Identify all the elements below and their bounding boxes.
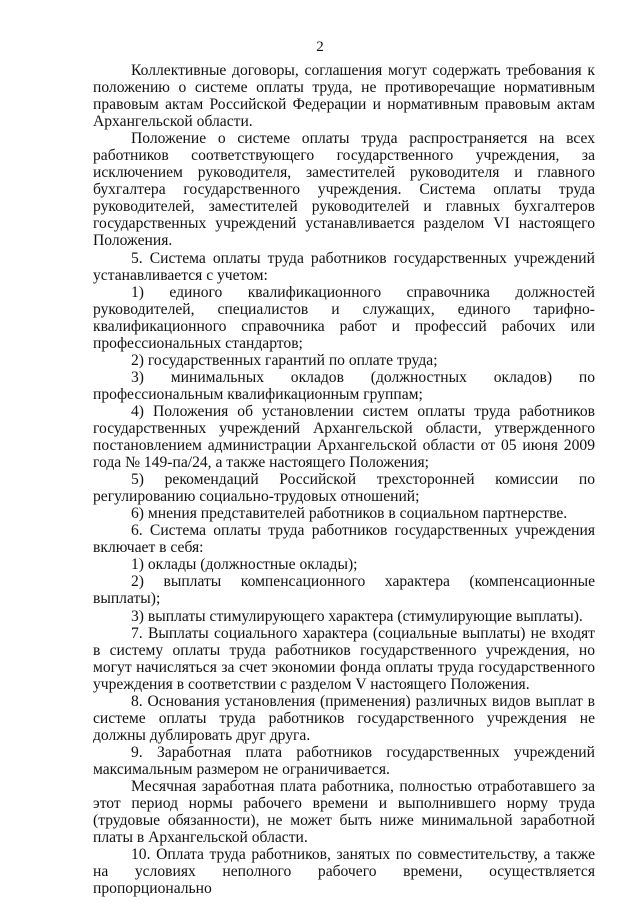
list-item: 3) выплаты стимулирующего характера (стимулирующие выплаты).	[131, 607, 583, 625]
list-item: 3) минимальных окладов (должностных окладов) по профессиональным квалификационным группам;	[93, 368, 595, 403]
list-item: 5) рекомендаций Российской трехсторонней комиссии по регулированию социально-трудовых отношений;	[93, 471, 595, 506]
paragraph: Положение о системе оплаты труда распространяется на всех работников соответствующего государственного учреждения, за исключением руководителя, заместителей руководителя и главного бухгалтера государственного учреждения. Система оплаты труда руководителей, заместителей руководителей и главных бухгалтеров государственных учреждений устанавливается разделом VI настоящего Положения.	[93, 130, 595, 250]
paragraph: 6. Система оплаты труда работников государственных учреждения включает в себя:	[93, 522, 595, 557]
list-item: 1) оклады (должностные оклады);	[131, 556, 358, 574]
list-item: 6) мнения представителей работников в социальном партнерстве.	[131, 505, 568, 523]
paragraph: Месячная заработная плата работника, полностью отработавшего за этот период нормы рабочего времени и выполнившего норму труда (трудовые обязанности), не может быть ниже минимальной заработной платы в Архангельской области.	[93, 777, 595, 847]
paragraph: 5. Система оплаты труда работников государственных учреждений устанавливается с учетом:	[93, 249, 595, 284]
page-number: 2	[316, 39, 324, 55]
paragraph: 7. Выплаты социального характера (социальные выплаты) не входят в систему оплаты труда работников государственного учреждения, но могут начисляться за счет экономии фонда оплаты труда государственного учреждения в соответствии с разделом V настоящего Положения.	[93, 624, 595, 693]
document-body	[93, 62, 595, 897]
paragraph: 9. Заработная плата работников государственных учреждений максимальным размером не ограничивается.	[93, 743, 595, 778]
list-item: 4) Положения об установлении систем оплаты труда работников государственных учреждений Архангельской области, утвержденного постановлением администрации Архангельской области от 05 июня 2009 года № 149-па/24, а также настоящего Положения;	[93, 402, 595, 472]
list-item: 2) государственных гарантий по оплате труда;	[131, 351, 438, 369]
list-item: 2) выплаты компенсационного характера (компенсационные выплаты);	[93, 573, 595, 608]
paragraph: 8. Основания установления (применения) различных видов выплат в системе оплаты труда работников государственного учреждения не должны дублировать друг друга.	[93, 692, 595, 744]
paragraph: Коллективные договоры, соглашения могут содержать требования к положению о системе оплаты труда, не противоречащие нормативным правовым актам Российской Федерации и нормативным правовым актам Архангельской области.	[93, 62, 595, 131]
paragraph: 10. Оплата труда работников, занятых по совместительству, а также на условиях неполного рабочего времени, осуществляется пропорционально	[93, 846, 595, 898]
list-item: 1) единого квалификационного справочника должностей руководителей, специалистов и служащих, единого тарифно-квалификационного справочника работ и профессий рабочих или профессиональных стандартов;	[93, 283, 595, 352]
